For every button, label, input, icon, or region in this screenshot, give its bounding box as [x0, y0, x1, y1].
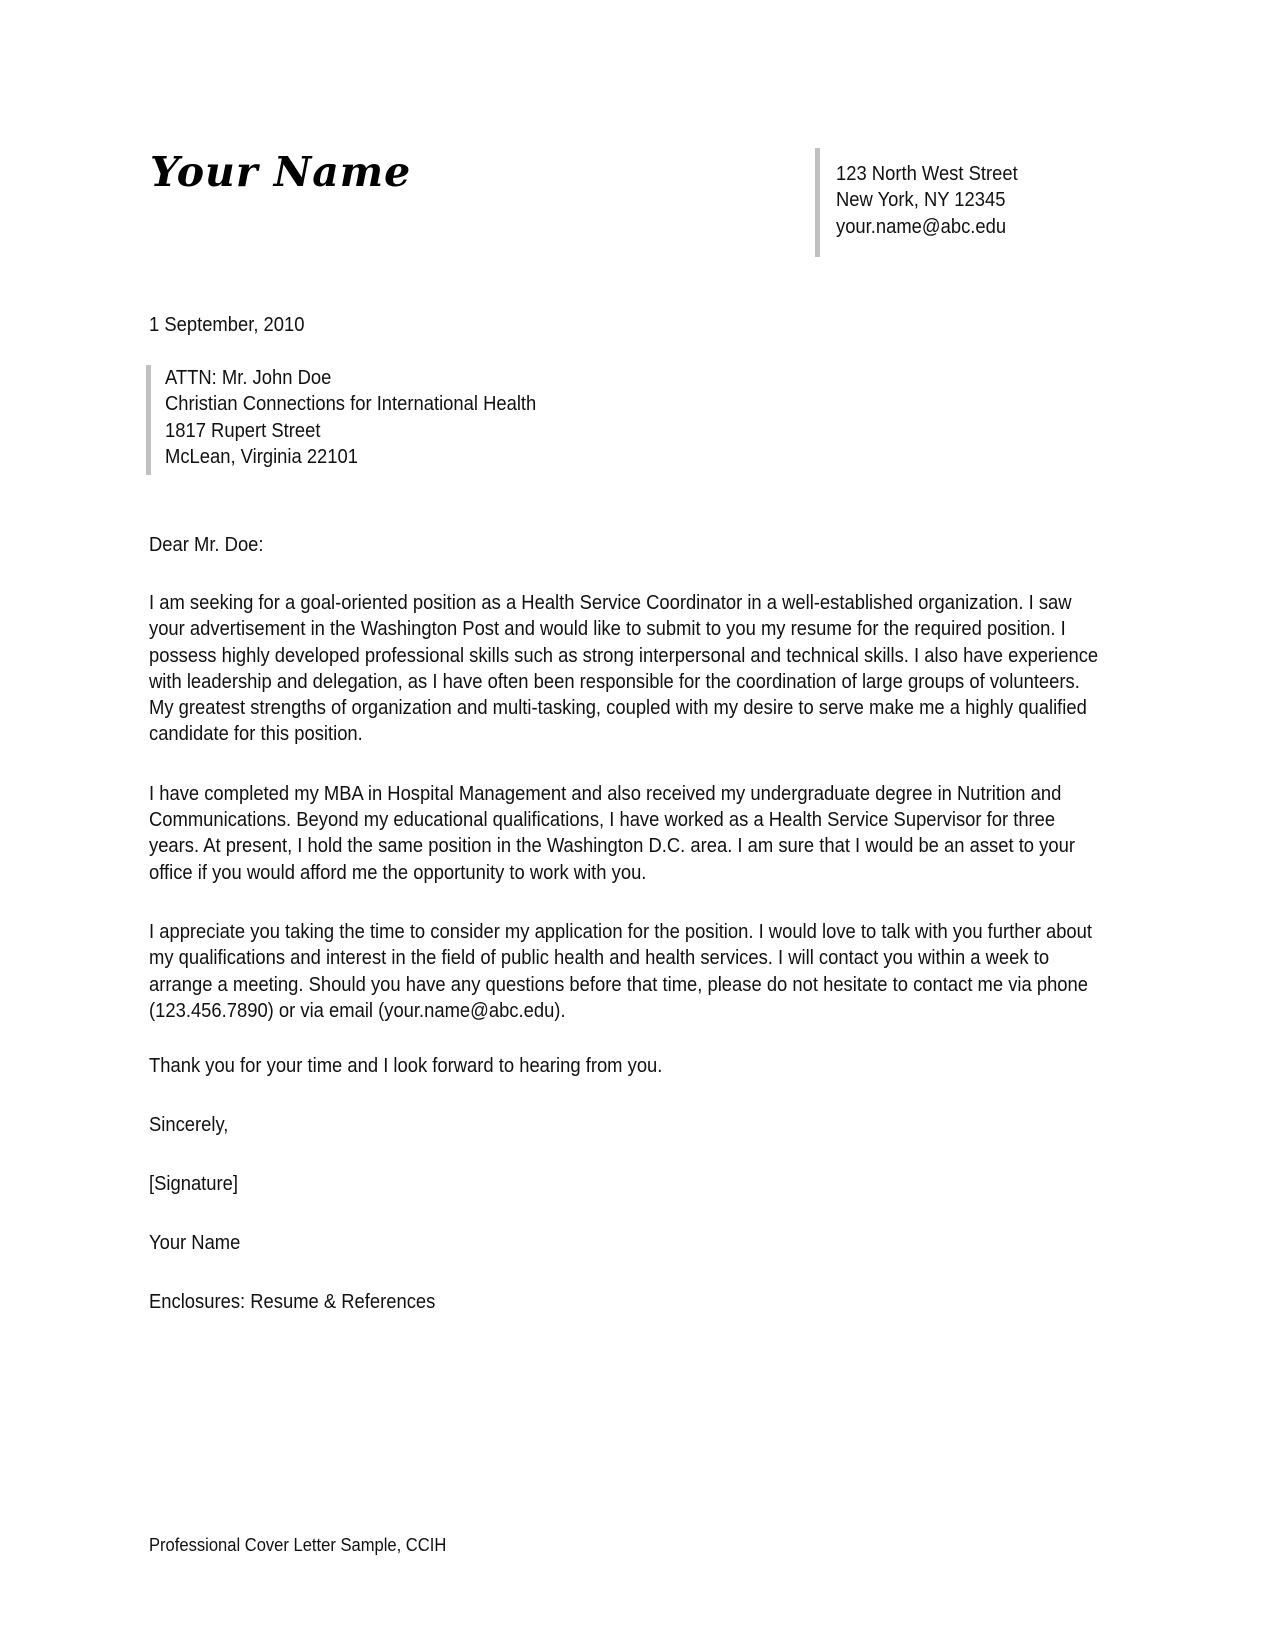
recipient-street: 1817 Rupert Street: [165, 419, 321, 442]
paragraph-line: my qualifications and interest in the field of public health and health services. I will contact you within a week to: [149, 947, 1050, 970]
paragraph-line: candidate for this position.: [149, 723, 363, 746]
sender-name-heading: Your Name: [150, 148, 412, 196]
letter-date: 1 September, 2010: [149, 314, 305, 336]
sender-street: 123 North West Street: [836, 163, 1018, 185]
paragraph-line: Communications. Beyond my educational qualifications, I have worked as a Health Service Supervisor for three: [149, 809, 1056, 832]
recipient-organization: Christian Connections for International Health: [165, 393, 537, 416]
paragraph-line: I appreciate you taking the time to consider my application for the position. I would love to talk with you further about: [149, 920, 1093, 943]
sender-email: your.name@abc.edu: [836, 215, 1007, 238]
body-paragraph: [149, 781, 1110, 886]
body-paragraph: [149, 919, 1110, 1024]
paragraph-line: arrange a meeting. Should you have any questions before that time, please do not hesitate to contact me via phone: [149, 973, 1089, 996]
paragraph-line: I am seeking for a goal-oriented position as a Health Service Coordinator in a well-established organization. I saw: [149, 592, 1072, 614]
sender-city: New York, NY 12345: [836, 189, 1006, 212]
paragraph-line: I have completed my MBA in Hospital Management and also received my undergraduate degree in Nutrition and: [149, 782, 1062, 805]
enclosures-line: Enclosures: Resume & References: [149, 1291, 436, 1313]
body-paragraph: [149, 590, 1110, 748]
recipient-city: McLean, Virginia 22101: [165, 445, 358, 468]
letter-body: [149, 590, 1194, 1057]
paragraph-line: your advertisement in the Washington Post and would like to submit to you my resume for the required position. I: [149, 618, 1066, 641]
recipient-attn: ATTN: Mr. John Doe: [165, 367, 332, 389]
recipient-address-block: [146, 365, 569, 475]
closing-line: Sincerely,: [149, 1114, 229, 1136]
paragraph-line: possess highly developed professional skills such as strong interpersonal and technical skills. I also have experience: [149, 644, 1099, 667]
page-footer: Professional Cover Letter Sample, CCIH: [149, 1535, 447, 1555]
signed-name: Your Name: [149, 1232, 241, 1254]
sender-address-block: [815, 148, 1034, 257]
paragraph-line: years. At present, I hold the same position in the Washington D.C. area. I am sure that I would be an asset to your: [149, 835, 1075, 858]
paragraph-line: with leadership and delegation, as I have often been responsible for the coordination of large groups of volunteers.: [149, 670, 1080, 693]
salutation: Dear Mr. Doe:: [149, 534, 264, 556]
paragraph-line: office if you would afford me the opportunity to work with you.: [149, 861, 647, 884]
signature-placeholder: [Signature]: [149, 1173, 238, 1195]
paragraph-line: My greatest strengths of organization and multi-tasking, coupled with my desire to serve make me a highly qualified: [149, 697, 1087, 720]
paragraph-line: (123.456.7890) or via email (your.name@abc.edu).: [149, 999, 566, 1022]
thanks-line: Thank you for your time and I look forward to hearing from you.: [149, 1055, 663, 1077]
